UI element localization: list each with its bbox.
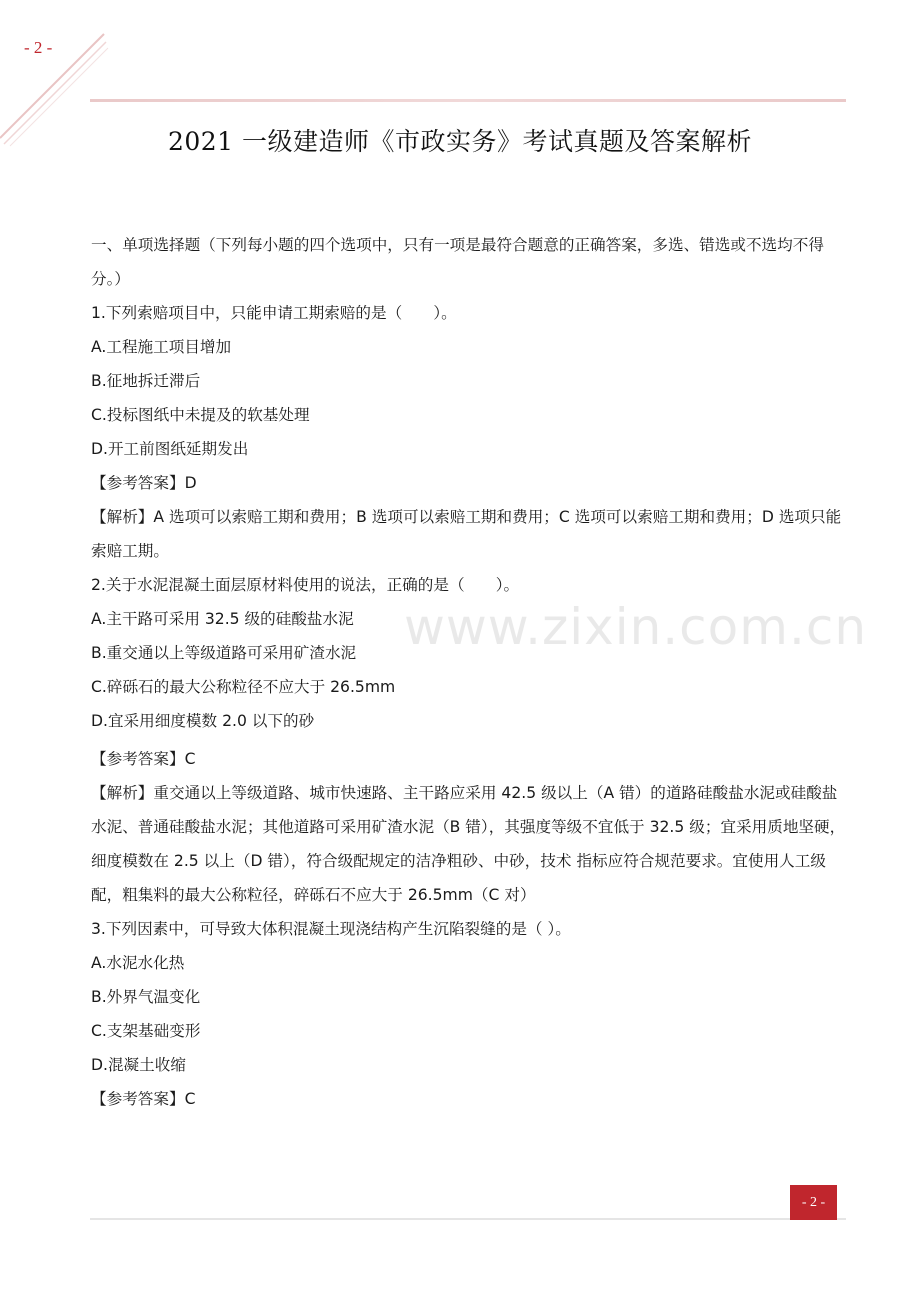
option: D.混凝土收缩 bbox=[91, 1056, 186, 1074]
option: C.投标图纸中未提及的软基处理 bbox=[91, 406, 310, 424]
footer-page-number: - 2 - bbox=[790, 1185, 837, 1220]
option: C.碎砾石的最大公称粒径不应大于 26.5mm bbox=[91, 678, 396, 696]
option: A.水泥水化热 bbox=[91, 954, 185, 972]
section-heading: 一、单项选择题（下列每小题的四个选项中，只有一项是最符合题意的正确答案，多选、错选或不选均不得分。） bbox=[91, 236, 824, 288]
question-stem: 2.关于水泥混凝土面层原材料使用的说法，正确的是（ ）。 bbox=[91, 576, 520, 594]
footer-divider bbox=[90, 1218, 846, 1220]
option: A.主干路可采用 32.5 级的硅酸盐水泥 bbox=[91, 610, 354, 628]
option: C.支架基础变形 bbox=[91, 1022, 201, 1040]
option: B.征地拆迁滞后 bbox=[91, 372, 201, 390]
answer: 【参考答案】C bbox=[91, 1090, 196, 1108]
option: A.工程施工项目增加 bbox=[91, 338, 232, 356]
analysis: 【解析】A 选项可以索赔工期和费用；B 选项可以索赔工期和费用；C 选项可以索赔工期和费用；D 选项只能索赔工期。 bbox=[91, 508, 842, 560]
option: D.开工前图纸延期发出 bbox=[91, 440, 249, 458]
question-stem: 1.下列索赔项目中，只能申请工期索赔的是（ ）。 bbox=[91, 304, 457, 322]
answer: 【参考答案】D bbox=[91, 474, 197, 492]
document-body bbox=[91, 228, 847, 1116]
header-page-number: - 2 - bbox=[24, 38, 53, 57]
watermark: www.zixin.com.cn bbox=[404, 598, 868, 656]
analysis: 【解析】重交通以上等级道路、城市快速路、主干路应采用 42.5 级以上（A 错）的道路硅酸盐水泥或硅酸盐水泥、普通硅酸盐水泥；其他道路可采用矿渣水泥（B 错），其强度等级不宜低于 32.5 级；宜采用质地坚硬，细度模数在 2.5 以上（D 错），符合级配规定的洁净粗砂、中砂，技术 指标应符合规范要求。宜使用人工级配，粗集料的最大公称粒径，碎砾石不应大于 26.5mm（C 对） bbox=[91, 784, 846, 904]
option: D.宜采用细度模数 2.0 以下的砂 bbox=[91, 712, 315, 730]
header-divider bbox=[90, 99, 846, 102]
question-stem: 3.下列因素中，可导致大体积混凝土现浇结构产生沉陷裂缝的是（ ）。 bbox=[91, 920, 571, 938]
document-title: 2021 一级建造师《市政实务》考试真题及答案解析 bbox=[167, 127, 753, 156]
option: B.外界气温变化 bbox=[91, 988, 201, 1006]
answer: 【参考答案】C bbox=[91, 750, 196, 768]
option: B.重交通以上等级道路可采用矿渣水泥 bbox=[91, 644, 357, 662]
